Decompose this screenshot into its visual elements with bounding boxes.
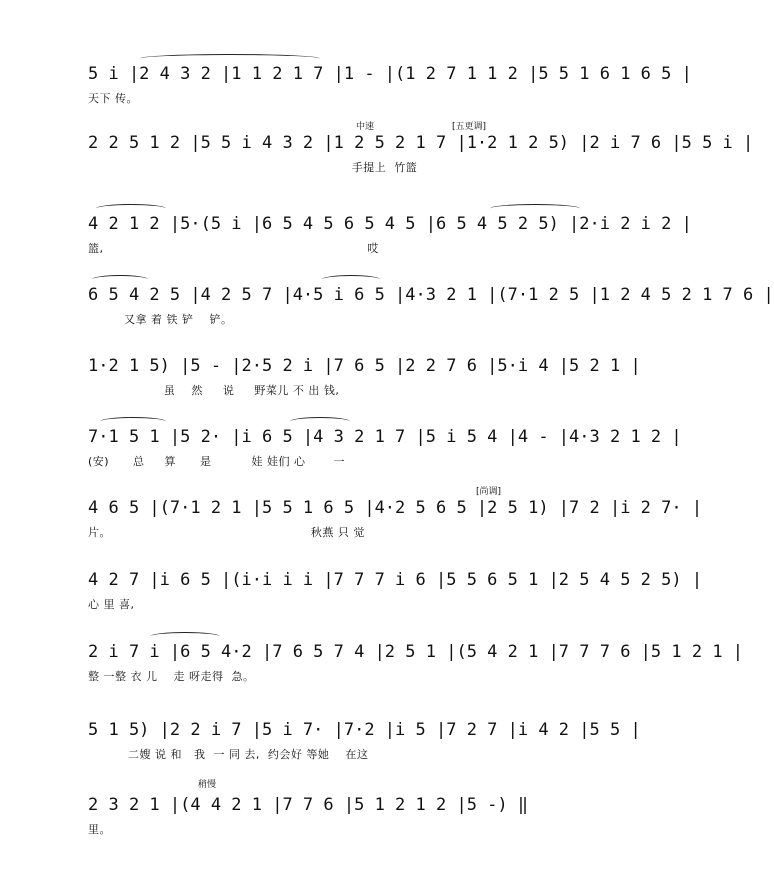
notation-line: 4 2 1 2 |5·(5 i |6 5 4 5 6 5 4 5 |6 5 4 5 2 5) |2·i 2 i 2 |	[88, 214, 692, 234]
slur-mark	[290, 417, 350, 426]
slur-mark	[322, 275, 380, 284]
notation-line: 1·2 1 5) |5 - |2·5 2 i |7 6 5 |2 2 7 6 |5·i 4 |5 2 1 |	[88, 356, 641, 376]
notation-line: 5 1 5) |2 2 i 7 |5 i 7· |7·2 |i 5 |7 2 7 |i 4 2 |5 5 |	[88, 720, 641, 740]
notation-line: 5 i |2 4 3 2 |1 1 2 1 7 |1 - |(1 2 7 1 1 2 |5 5 1 6 1 6 5 |	[88, 64, 692, 84]
notation-line: 2 i 7 i |6 5 4·2 |7 6 5 7 4 |2 5 1 |(5 4 2 1 |7 7 7 6 |5 1 2 1 |	[88, 642, 744, 662]
slur-mark	[96, 204, 166, 213]
notation-line: 2 3 2 1 |(4 4 2 1 |7 7 6 |5 1 2 1 2 |5 -) ‖	[88, 795, 529, 815]
lyrics-line: 手提上 竹篮	[88, 161, 418, 174]
tempo-marking: 稍慢	[198, 780, 217, 790]
lyrics-line: 二嫂 说 和 我 一 同 去, 约会好 等她 在这	[88, 748, 369, 761]
notation-line: 4 2 7 |i 6 5 |(i·i i i |7 7 7 i 6 |5 5 6 5 1 |2 5 4 5 2 5) |	[88, 570, 703, 590]
lyrics-line: 心 里 喜,	[88, 598, 135, 611]
lyrics-line: 片。 秋燕 只 觉	[88, 526, 365, 539]
slur-mark	[490, 204, 580, 213]
slur-mark	[140, 54, 320, 63]
tune-name-marking: [五更调]	[452, 122, 487, 132]
slur-mark	[100, 417, 166, 426]
notation-line: 4 6 5 |(7·1 2 1 |5 5 1 6 5 |4·2 5 6 5 |2 5 1) |7 2 |i 2 7· |	[88, 498, 703, 518]
notation-line: 6 5 4 2 5 |4 2 5 7 |4·5 i 6 5 |4·3 2 1 |(7·1 2 5 |1 2 4 5 2 1 7 6 |	[88, 285, 774, 305]
lyrics-line: 里。	[88, 823, 111, 836]
lyrics-line: 天下 传。	[88, 92, 138, 105]
lyrics-line: 整 一整 衣 儿 走 呀走得 急。	[88, 670, 255, 683]
lyrics-line: 虽 然 说 野菜儿 不 出 钱,	[88, 384, 340, 397]
lyrics-line: (安) 总 算 是 娃 娃们 心 一	[88, 455, 345, 468]
score-system	[0, 775, 667, 871]
slur-mark	[150, 632, 220, 641]
notation-line: 7·1 5 1 |5 2· |i 6 5 |4 3 2 1 7 |5 i 5 4 |4 - |4·3 2 1 2 |	[88, 427, 682, 447]
tune-name-marking: [尚调]	[476, 487, 502, 497]
notation-line: 2 2 5 1 2 |5 5 i 4 3 2 |1 2 5 2 1 7 |1·2 1 2 5) |2 i 7 6 |5 5 i |	[88, 133, 754, 153]
tempo-marking: 中速	[356, 122, 375, 132]
lyrics-line: 又拿 着 铁 铲 铲。	[88, 313, 233, 326]
lyrics-line: 篮, 哎	[88, 242, 379, 255]
slur-mark	[92, 275, 148, 284]
